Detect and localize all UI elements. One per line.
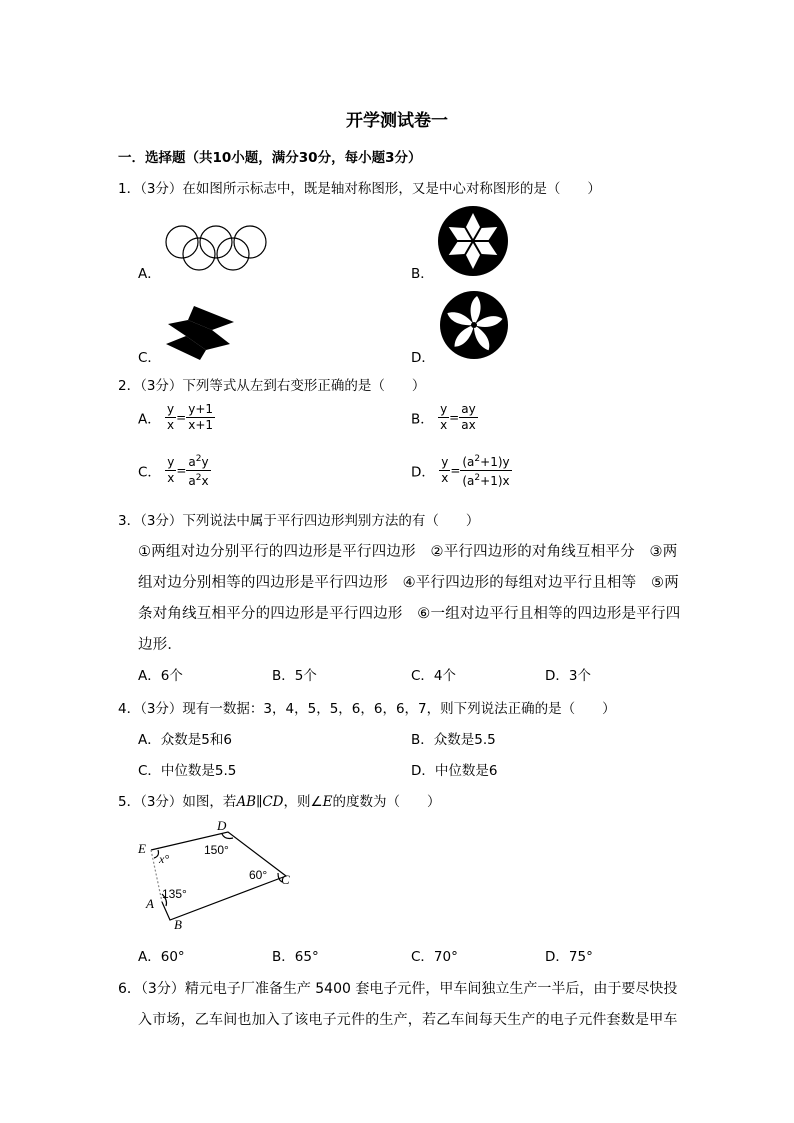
q3-option-a: A．6个 bbox=[138, 668, 183, 684]
q4-option-a: A．众数是5和6 bbox=[138, 732, 232, 748]
q2-c-right-fraction: $\frac{a^2y}{a^2x}$ bbox=[188, 454, 209, 488]
q4-option-d: D．中位数是6 bbox=[411, 763, 498, 779]
q2-option-a: A． $\frac{y}{x}$ = $\frac{y+1}{x+1}$ bbox=[138, 402, 214, 432]
question-2-stem: 2．（3分）下列等式从左到右变形正确的是（ ） bbox=[118, 378, 426, 394]
q3-option-b: B．5个 bbox=[272, 668, 317, 684]
angle-x-label: x° bbox=[159, 852, 170, 866]
question-5-stem: 5．（3分）如图，若AB∥CD，则∠E的度数为（ ） bbox=[118, 794, 441, 810]
q5-option-a: A．60° bbox=[138, 949, 185, 965]
q2-option-b: B． $\frac{y}{x}$ = $\frac{ay}{ax}$ bbox=[411, 402, 476, 432]
q2-a-right-fraction: $\frac{y+1}{x+1}$ bbox=[188, 402, 214, 432]
flower-circle-logo bbox=[439, 290, 509, 360]
question-6-line-2: 入市场，乙车间也加入了该电子元件的生产，若乙车间每天生产的电子元件套数是甲车 bbox=[138, 1012, 678, 1028]
q3-option-d: D．3个 bbox=[545, 668, 591, 684]
q2-a-left-fraction: $\frac{y}{x}$ bbox=[167, 402, 175, 432]
vertex-d-label: D bbox=[217, 818, 227, 833]
q1-option-b-label: B． bbox=[411, 266, 434, 282]
vertex-e-label: E bbox=[138, 841, 146, 856]
q3-statements-line-3: 条对角线互相平分的四边形是平行四边形 ⑥一组对边平行且相等的四边形是平行四 bbox=[138, 606, 681, 622]
q2-option-a-label: A． bbox=[138, 411, 161, 428]
s-shaped-logo bbox=[164, 306, 236, 360]
q2-option-d: D． $\frac{y}{x}$ = $\frac{(a^2+1)y}{(a^2+1)x}$ bbox=[411, 454, 510, 488]
question-6-line-1: 6．（3分）精元电子厂准备生产 5400 套电子元件，甲车间独立生产一半后，由于要尽快投 bbox=[118, 981, 678, 997]
q1-option-d-label: D． bbox=[411, 350, 435, 366]
question-3-stem: 3．（3分）下列说法中属于平行四边形判别方法的有（ ） bbox=[118, 513, 480, 529]
angle-135-label: 135° bbox=[162, 887, 187, 901]
vertex-b-label: B bbox=[174, 917, 182, 932]
q3-statements-line-4: 边形． bbox=[138, 637, 183, 653]
q5-quadrilateral-figure bbox=[130, 818, 300, 936]
angle-60-label: 60° bbox=[249, 868, 268, 882]
q2-option-b-label: B． bbox=[411, 411, 434, 428]
question-4-stem: 4．（3分）现有一数据：3，4，5，5，6，6，6，7，则下列说法正确的是（ ） bbox=[118, 701, 616, 717]
q2-option-c: C． $\frac{y}{x}$ = $\frac{a^2y}{a^2x}$ bbox=[138, 454, 209, 488]
q1-option-a-label: A． bbox=[138, 266, 161, 282]
olympic-rings-logo bbox=[160, 224, 272, 274]
q2-d-right-fraction: $\frac{(a^2+1)y}{(a^2+1)x}$ bbox=[462, 454, 510, 488]
q2-d-left-fraction: $\frac{y}{x}$ bbox=[441, 455, 449, 485]
q2-option-c-label: C． bbox=[138, 464, 161, 481]
q3-option-c: C．4个 bbox=[411, 668, 457, 684]
section-heading: 一．选择题（共10小题，满分30分，每小题3分） bbox=[118, 150, 422, 166]
q2-option-d-label: D． bbox=[411, 464, 435, 481]
q2-b-right-fraction: $\frac{ay}{ax}$ bbox=[461, 402, 476, 432]
q5-option-b: B．65° bbox=[272, 949, 319, 965]
q4-option-b: B．众数是5.5 bbox=[411, 732, 496, 748]
angle-150-label: 150° bbox=[204, 843, 229, 857]
hexagram-circle-logo bbox=[437, 205, 509, 277]
vertex-a-label: A bbox=[146, 896, 154, 911]
question-1-stem: 1．（3分）在如图所示标志中，既是轴对称图形，又是中心对称图形的是（ ） bbox=[118, 181, 601, 197]
vertex-c-label: C bbox=[281, 872, 290, 887]
q5-option-d: D．75° bbox=[545, 949, 593, 965]
q2-c-left-fraction: $\frac{y}{x}$ bbox=[167, 455, 175, 485]
q2-b-left-fraction: $\frac{y}{x}$ bbox=[440, 402, 448, 432]
q4-option-c: C．中位数是5.5 bbox=[138, 763, 237, 779]
q1-option-c-label: C． bbox=[138, 350, 161, 366]
page-title: 开学测试卷一 bbox=[346, 111, 448, 131]
q3-statements-line-1: ①两组对边分别平行的四边形是平行四边形 ②平行四边形的对角线互相平分 ③两 bbox=[138, 544, 678, 560]
q5-option-c: C．70° bbox=[411, 949, 458, 965]
q3-statements-line-2: 组对边分别相等的四边形是平行四边形 ④平行四边形的每组对边平行且相等 ⑤两 bbox=[138, 575, 679, 591]
